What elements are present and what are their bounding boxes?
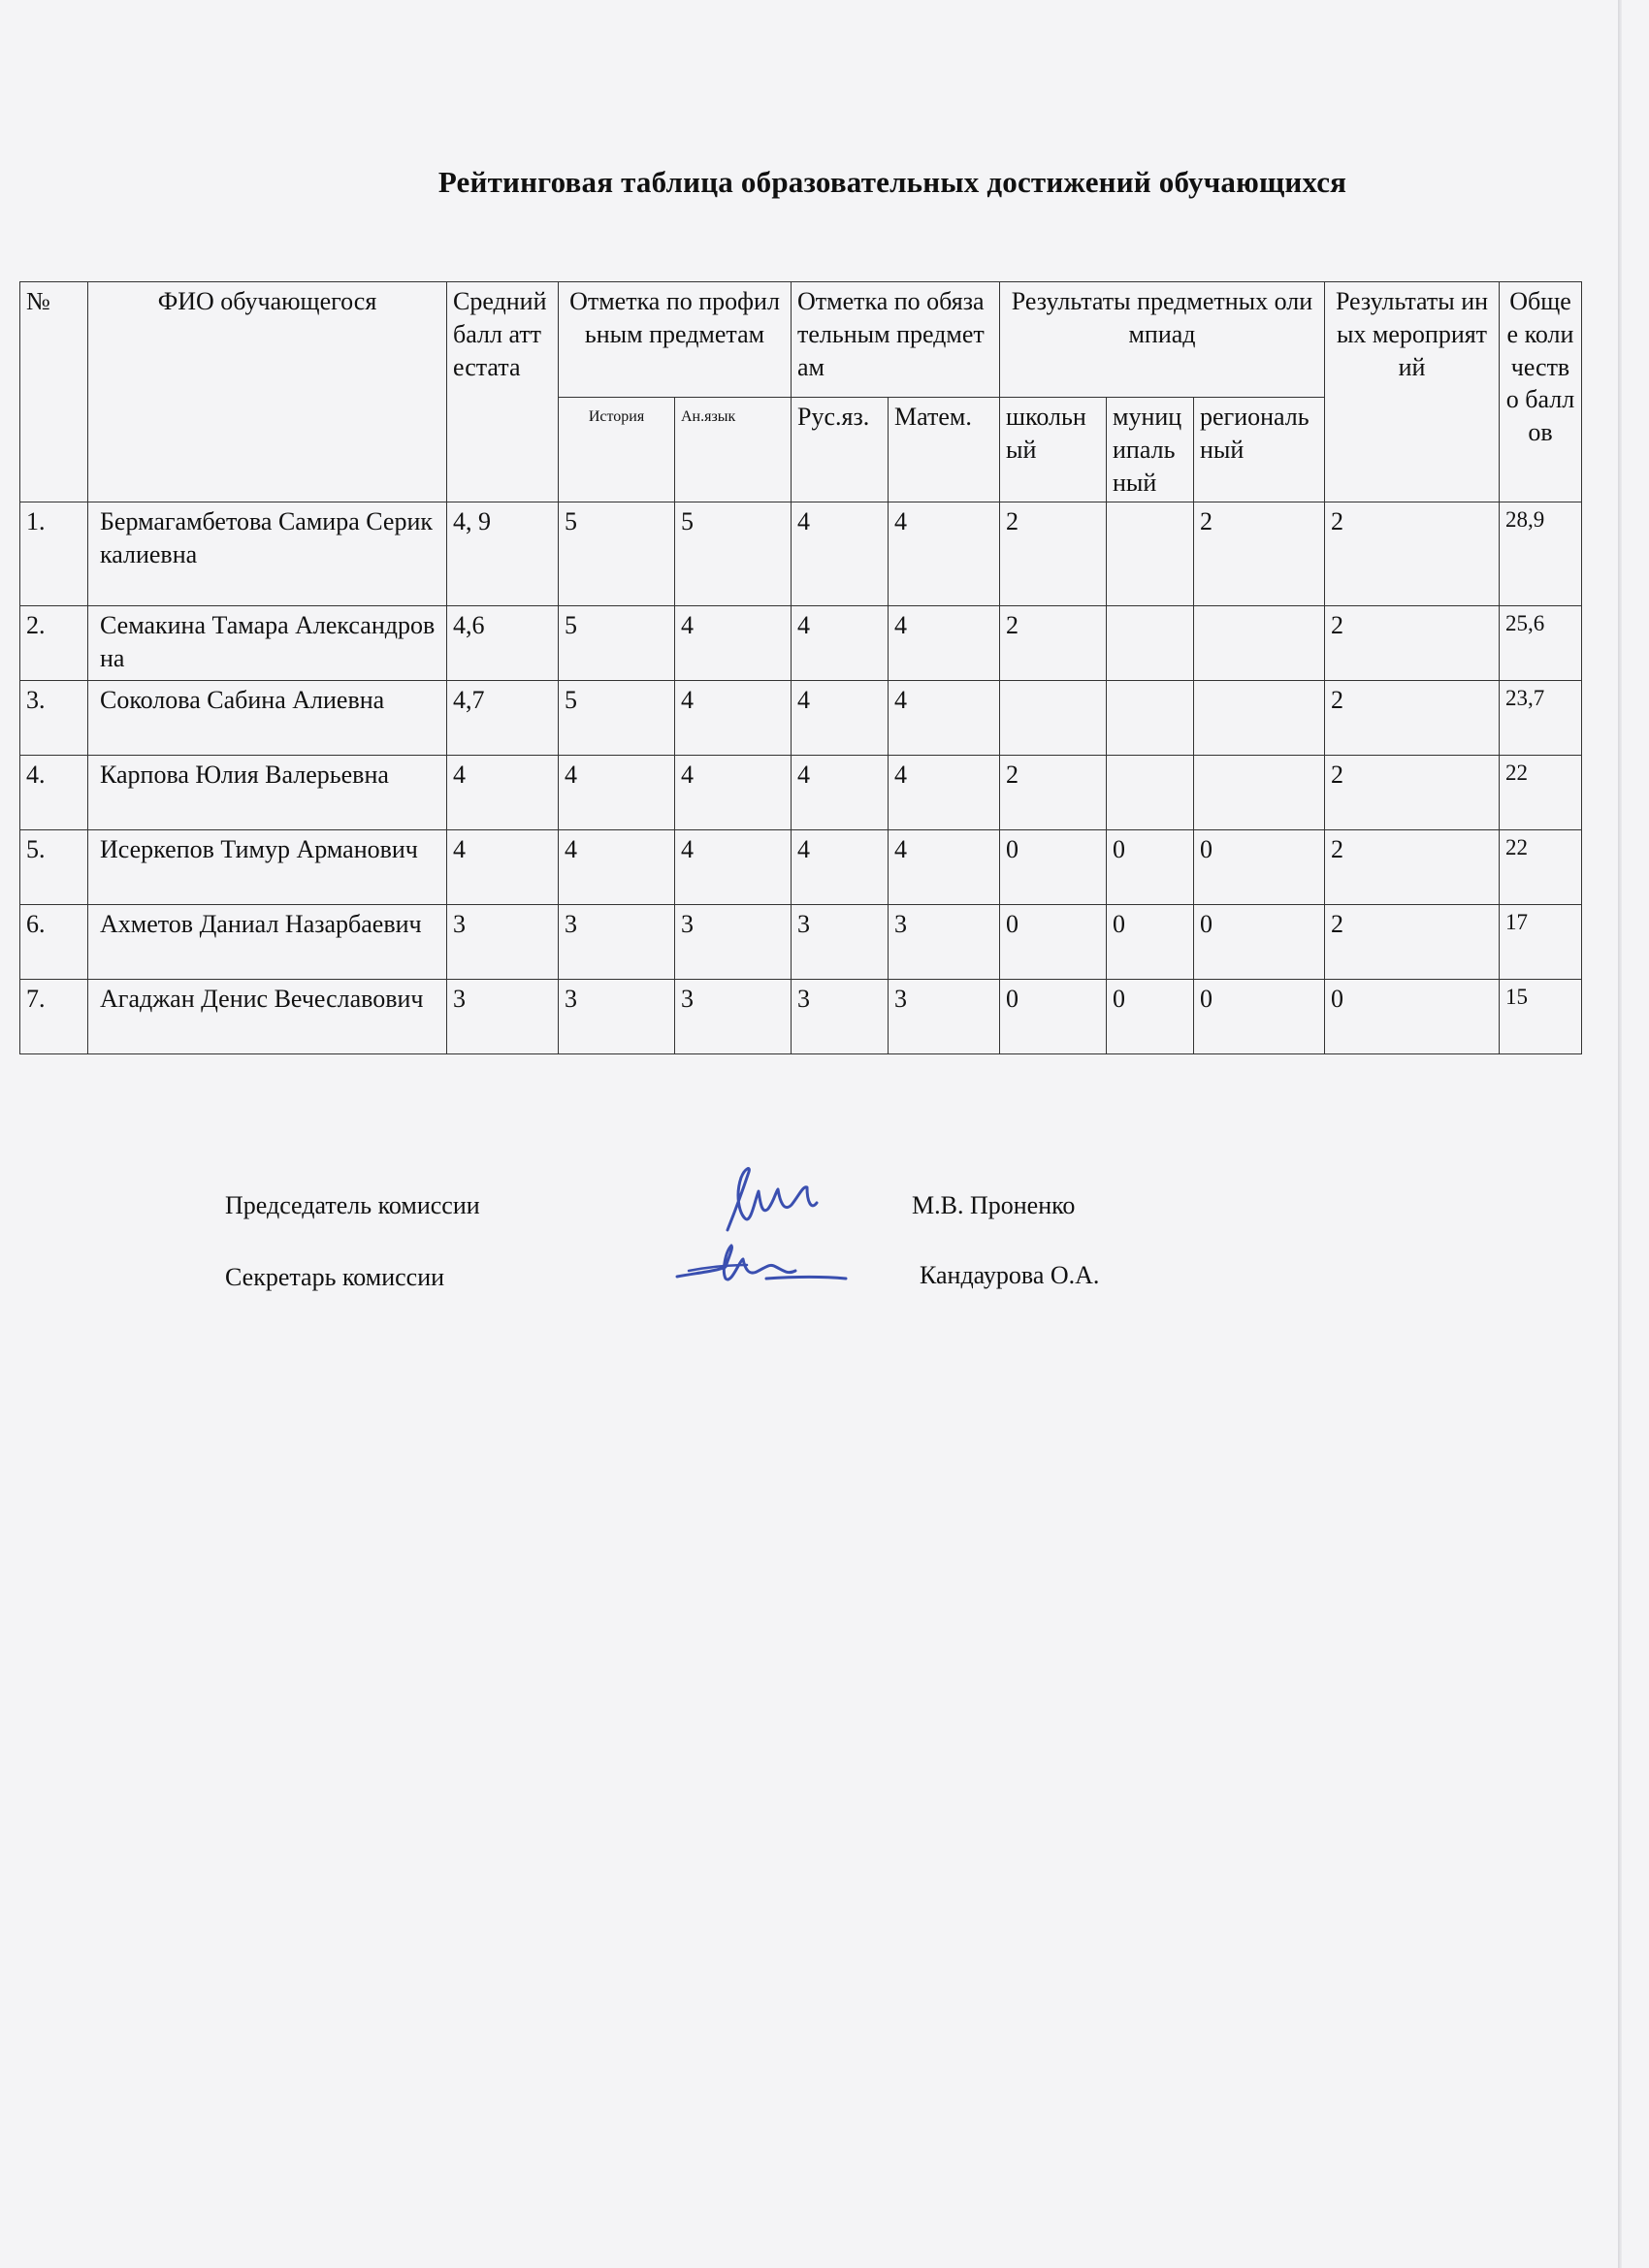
table-row [20,980,1582,1054]
cell-total: 15 [1500,980,1582,1054]
cell-regional: 0 [1194,980,1325,1054]
header-row-top [20,282,1582,398]
header-municipal: муниципальный [1107,398,1194,502]
header-russian: Рус.яз. [792,398,889,502]
cell-regional: 0 [1194,905,1325,980]
cell-history: 4 [559,756,675,830]
cell-math: 4 [889,830,1000,905]
header-profile-subjects: Отметка по профильным предметам [559,282,792,398]
cell-avg: 4, 9 [447,502,559,606]
header-fio: ФИО обучающегося [88,282,447,502]
cell-history: 5 [559,502,675,606]
header-other-events: Результаты иных мероприятий [1325,282,1500,502]
cell-total: 28,9 [1500,502,1582,606]
cell-municipal [1107,606,1194,681]
cell-russian: 4 [792,606,889,681]
cell-history: 3 [559,980,675,1054]
cell-num: 7. [20,980,88,1054]
secretary-name: Кандаурова О.А. [920,1261,1100,1289]
cell-other: 2 [1325,756,1500,830]
cell-total: 22 [1500,830,1582,905]
table-row [20,606,1582,681]
cell-municipal: 0 [1107,905,1194,980]
cell-english: 3 [675,905,792,980]
table-row [20,681,1582,756]
cell-num: 6. [20,905,88,980]
cell-other: 2 [1325,502,1500,606]
cell-school [1000,681,1107,756]
cell-num: 2. [20,606,88,681]
cell-municipal [1107,756,1194,830]
cell-regional: 2 [1194,502,1325,606]
cell-total: 23,7 [1500,681,1582,756]
chair-signature [706,1162,832,1240]
table-row [20,502,1582,606]
cell-name: Бермагамбетова Самира Сериккалиевна [88,502,447,606]
secretary-role: Секретарь комиссии [225,1263,445,1291]
cell-municipal: 0 [1107,830,1194,905]
header-history: История [559,398,675,502]
cell-history: 5 [559,606,675,681]
cell-other: 2 [1325,606,1500,681]
cell-school: 0 [1000,980,1107,1054]
cell-avg: 3 [447,905,559,980]
cell-other: 2 [1325,681,1500,756]
cell-regional [1194,756,1325,830]
cell-name: Исеркепов Тимур Арманович [88,830,447,905]
page-edge [1618,0,1622,2268]
table-row [20,905,1582,980]
cell-english: 4 [675,681,792,756]
cell-english: 4 [675,830,792,905]
header-english: Ан.язык [675,398,792,502]
document-title: Рейтинговая таблица образовательных достижений обучающихся [437,165,1347,199]
cell-regional [1194,606,1325,681]
rating-table-body [20,502,1582,1054]
cell-regional: 0 [1194,830,1325,905]
cell-avg: 4,6 [447,606,559,681]
cell-municipal [1107,502,1194,606]
cell-english: 4 [675,756,792,830]
cell-num: 4. [20,756,88,830]
cell-school: 2 [1000,756,1107,830]
header-school: школьный [1000,398,1107,502]
secretary-signature [669,1238,854,1296]
cell-school: 0 [1000,905,1107,980]
cell-avg: 3 [447,980,559,1054]
cell-english: 3 [675,980,792,1054]
table-row [20,830,1582,905]
header-average-grade: Средний балл аттестата [447,282,559,502]
cell-avg: 4 [447,756,559,830]
cell-other: 2 [1325,905,1500,980]
cell-regional [1194,681,1325,756]
cell-history: 5 [559,681,675,756]
cell-school: 2 [1000,502,1107,606]
cell-math: 3 [889,905,1000,980]
cell-name: Ахметов Даниал Назарбаевич [88,905,447,980]
cell-name: Семакина Тамара Александровна [88,606,447,681]
cell-school: 0 [1000,830,1107,905]
header-olympiads: Результаты предметных олимпиад [1000,282,1325,398]
cell-russian: 4 [792,756,889,830]
cell-total: 25,6 [1500,606,1582,681]
cell-math: 4 [889,606,1000,681]
rating-table [19,281,1582,1054]
cell-num: 1. [20,502,88,606]
header-regional: региональный [1194,398,1325,502]
cell-other: 0 [1325,980,1500,1054]
cell-name: Агаджан Денис Вечеславович [88,980,447,1054]
cell-num: 5. [20,830,88,905]
chair-name: М.В. Проненко [912,1191,1076,1219]
cell-russian: 4 [792,681,889,756]
cell-history: 3 [559,905,675,980]
cell-municipal [1107,681,1194,756]
cell-name: Карпова Юлия Валерьевна [88,756,447,830]
cell-history: 4 [559,830,675,905]
cell-total: 22 [1500,756,1582,830]
cell-russian: 4 [792,502,889,606]
cell-math: 4 [889,681,1000,756]
cell-math: 3 [889,980,1000,1054]
header-total: Общее количество баллов [1500,282,1582,502]
cell-municipal: 0 [1107,980,1194,1054]
header-mandatory-subjects: Отметка по обязательным предметам [792,282,1000,398]
cell-russian: 4 [792,830,889,905]
cell-math: 4 [889,502,1000,606]
header-math: Матем. [889,398,1000,502]
cell-total: 17 [1500,905,1582,980]
cell-russian: 3 [792,905,889,980]
table-row [20,756,1582,830]
cell-avg: 4 [447,830,559,905]
cell-num: 3. [20,681,88,756]
cell-school: 2 [1000,606,1107,681]
cell-avg: 4,7 [447,681,559,756]
cell-english: 4 [675,606,792,681]
cell-other: 2 [1325,830,1500,905]
cell-math: 4 [889,756,1000,830]
chair-role: Председатель комиссии [225,1191,480,1219]
cell-english: 5 [675,502,792,606]
header-num: № [20,282,88,502]
cell-name: Соколова Сабина Алиевна [88,681,447,756]
cell-russian: 3 [792,980,889,1054]
